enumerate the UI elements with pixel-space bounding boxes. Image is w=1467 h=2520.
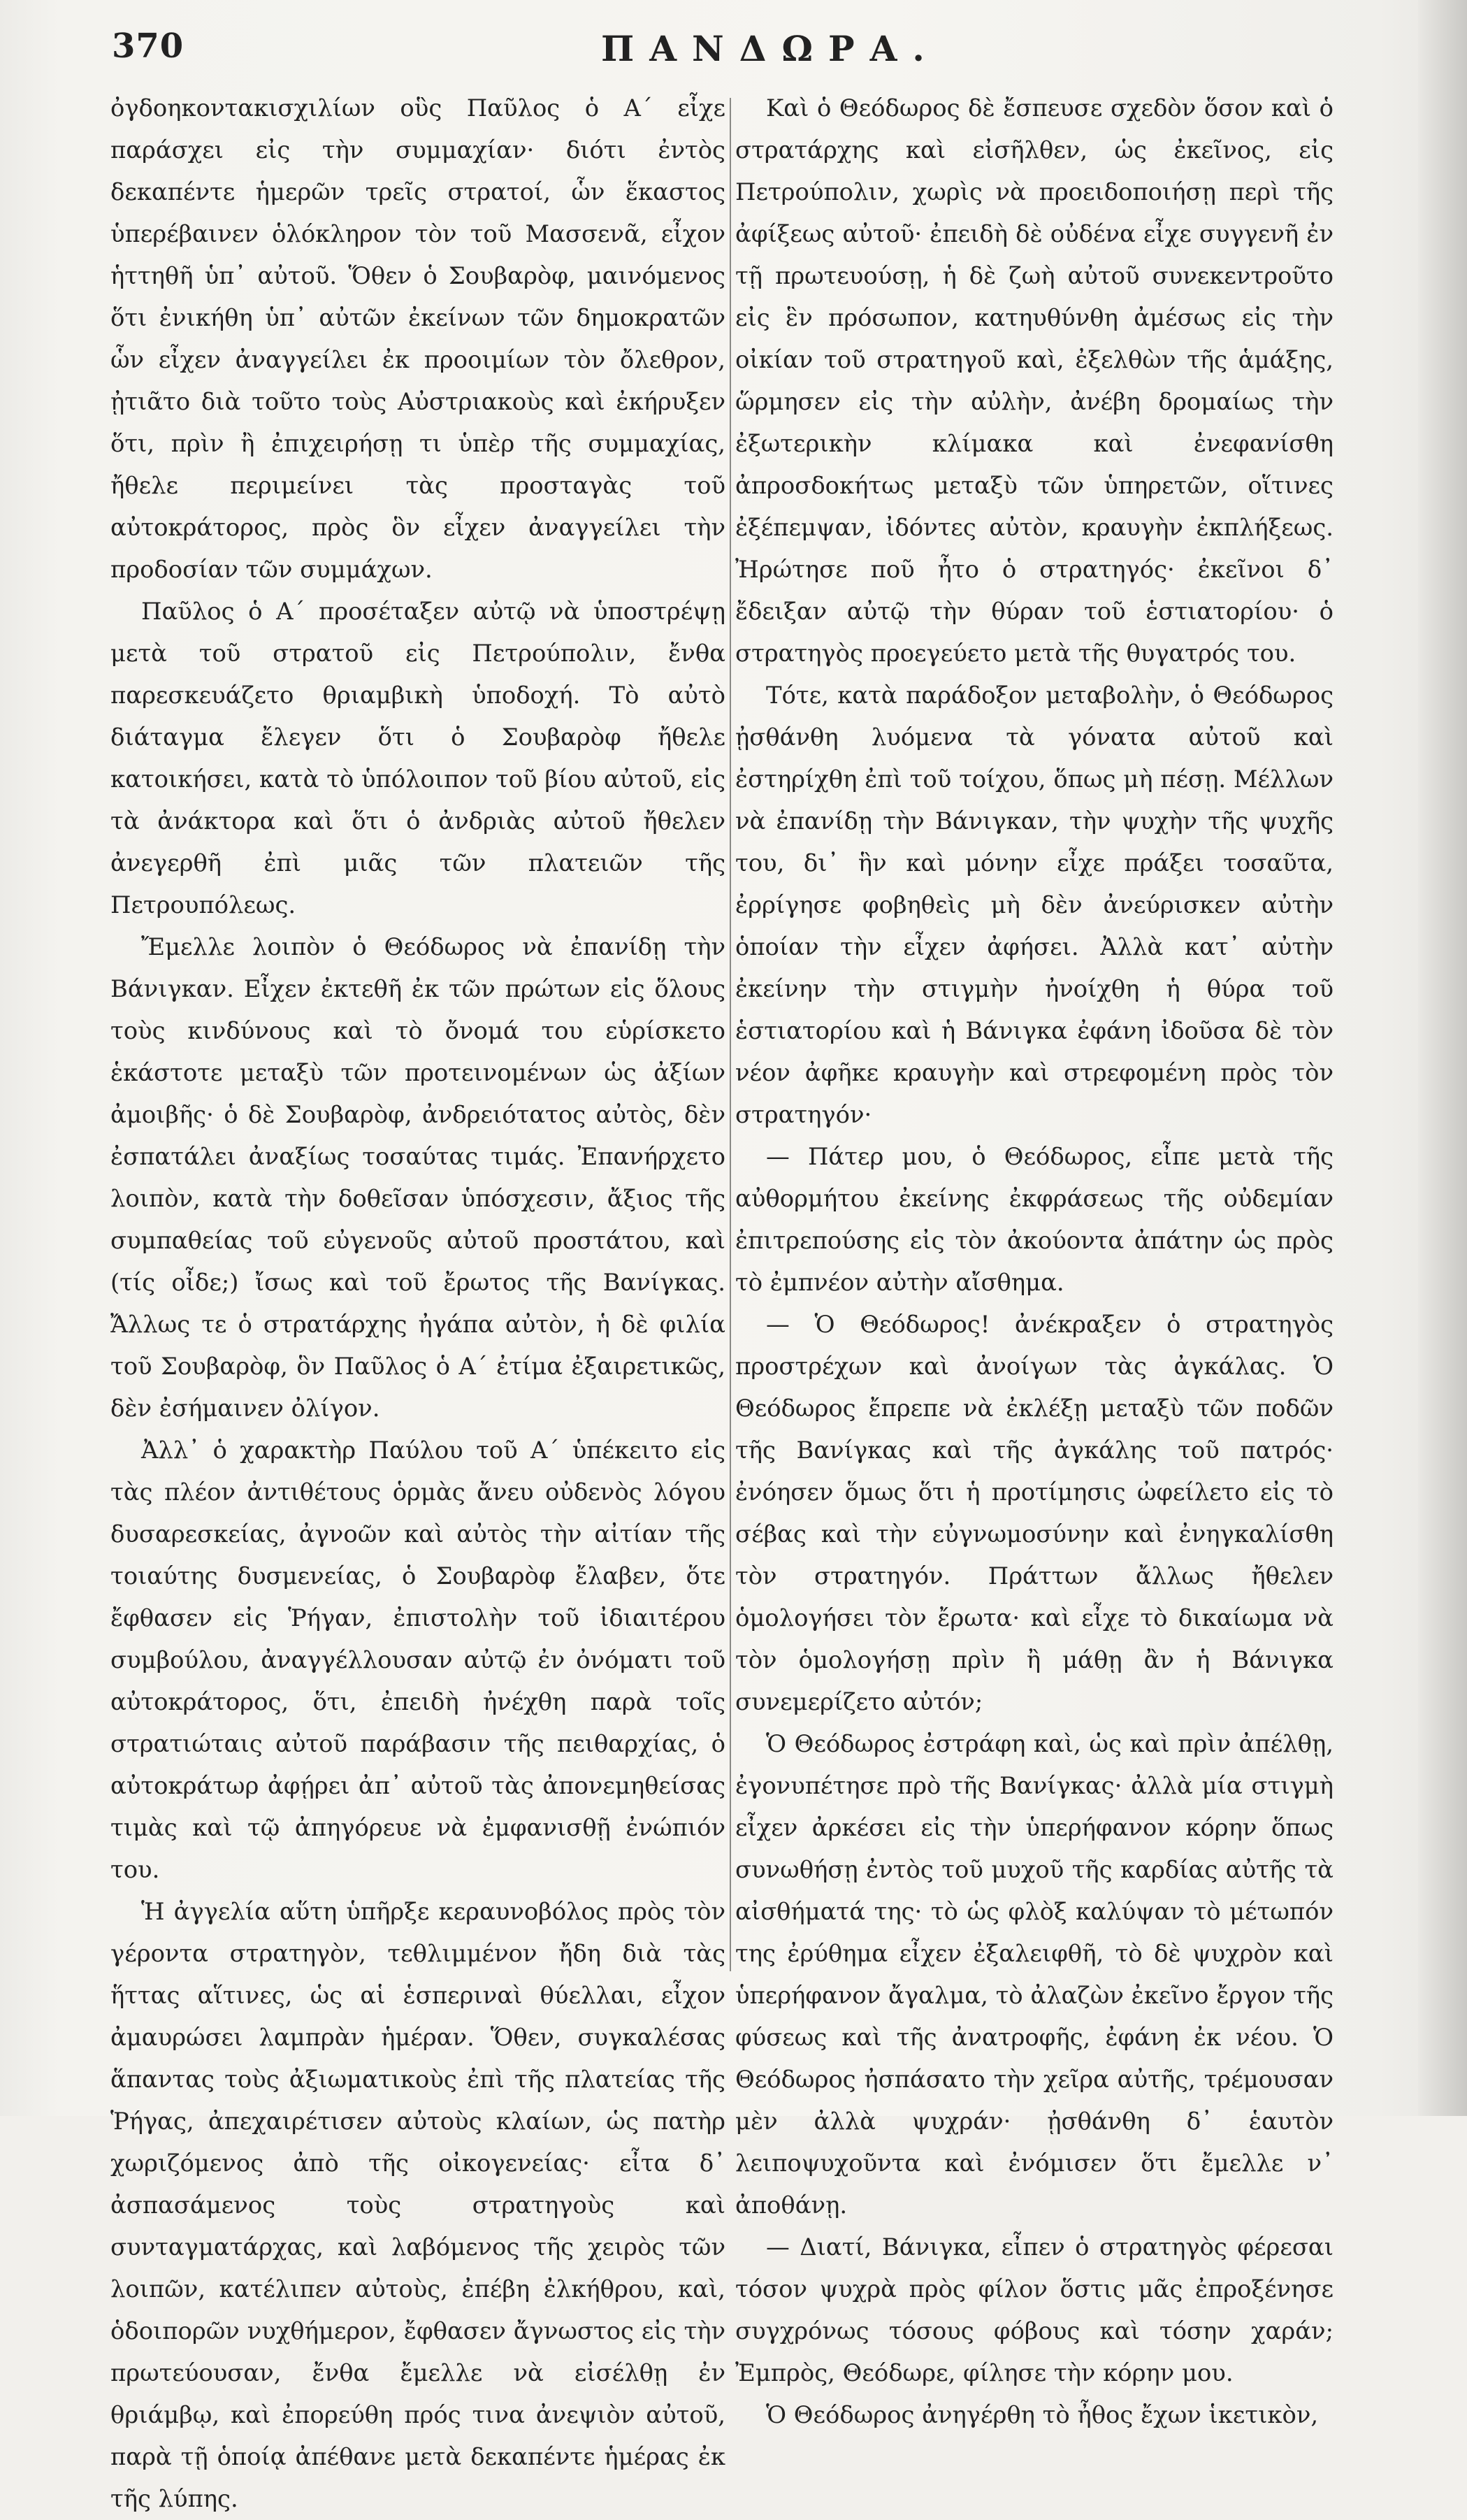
right-paragraph-6: — Διατί, Βάνιγκα, εἶπεν ὁ στρατηγὸς φέρεσαι τόσον ψυχρὰ πρὸς φίλον ὅστις μᾶς ἐπροξένησε συγχρόνως τόσους φόβους καὶ τόσην χαράν; Ἐμπρὸς, Θεόδωρε, φίλησε τὴν κόρην μου. [735, 2233, 1334, 2386]
left-paragraph-3: Ἔμελλε λοιπὸν ὁ Θεόδωρος νὰ ἐπανίδῃ τὴν Βάνιγκαν. Εἶχεν ἐκτεθῆ ἐκ τῶν πρώτων εἰς ὅλους τοὺς κινδύνους καὶ τὸ ὄνομά του εὑρίσκετο ἑκάστοτε μεταξὺ τῶν προτεινομένων ὡς ἀξίων ἀμοιβῆς· ὁ δὲ Σουβαρὸφ, ἀνδρειότατος αὐτὸς, δὲν ἐσπατάλει ἀναξίως τοσαύτας τιμάς. Ἐπανήρχετο λοιπὸν, κατὰ τὴν δοθεῖσαν ὑπόσχεσιν, ἄξιος τῆς συμπαθείας τοῦ εὐγενοῦς αὐτοῦ προστάτου, καὶ (τίς οἶδε;) ἴσως καὶ τοῦ ἔρωτος τῆς Βανίγκας. Ἄλλως τε ὁ στρατάρχης ἠγάπα αὐτὸν, ἡ δὲ φιλία τοῦ Σουβαρὸφ, ὃν Παῦλος ὁ Α´ ἐτίμα ἐξαιρετικῶς, δὲν ἐσήμαινεν ὀλίγον. [110, 933, 725, 1422]
right-paragraph-2: Τότε, κατὰ παράδοξον μεταβολὴν, ὁ Θεόδωρος ᾐσθάνθη λυόμενα τὰ γόνατα αὐτοῦ καὶ ἐστηρίχθη ἐπὶ τοῦ τοίχου, ὅπως μὴ πέσῃ. Μέλλων νὰ ἐπανίδῃ τὴν Βάνιγκαν, τὴν ψυχὴν τῆς ψυχῆς του, δι᾽ ἣν καὶ μόνην εἶχε πράξει τοσαῦτα, ἐρρίγησε φοβηθεὶς μὴ δὲν ἀνεύρισκεν αὐτὴν ὁποίαν τὴν εἶχεν ἀφήσει. Ἀλλὰ κατ᾽ αὐτὴν ἐκείνην τὴν στιγμὴν ἠνοίχθη ἡ θύρα τοῦ ἑστιατορίου καὶ ἡ Βάνιγκα ἐφάνη ἰδοῦσα δὲ τὸν νέον ἀφῆκε κραυγὴν καὶ στρεφομένη πρὸς τὸν στρατηγόν· [735, 682, 1334, 1128]
page-header [112, 27, 1328, 75]
left-paragraph-4: Ἀλλ᾽ ὁ χαρακτὴρ Παύλου τοῦ Α´ ὑπέκειτο εἰς τὰς πλέον ἀντιθέτους ὁρμὰς ἄνευ οὐδενὸς λόγου δυσαρεσκείας, ἀγνοῶν καὶ αὐτὸς τὴν αἰτίαν τῆς τοιαύτης δυσμενείας, ὁ Σουβαρὸφ ἔλαβεν, ὅτε ἔφθασεν εἰς Ῥήγαν, ἐπιστολὴν τοῦ ἰδιαιτέρου συμβούλου, ἀναγγέλλουσαν αὐτῷ ἐν ὀνόματι τοῦ αὐτοκράτορος, ὅτι, ἐπειδὴ ἠνέχθη παρὰ τοῖς στρατιώταις αὐτοῦ παράβασιν τῆς πειθαρχίας, ὁ αὐτοκράτωρ ἀφῄρει ἀπ᾽ αὐτοῦ τὰς ἀπονεμηθείσας τιμὰς καὶ τῷ ἀπηγόρευε νὰ ἐμφανισθῇ ἐνώπιόν του. [110, 1437, 725, 1883]
page-number: 370 [112, 27, 185, 66]
left-paragraph-1: ὀγδοηκοντακισχιλίων οὓς Παῦλος ὁ Α´ εἶχε παράσχει εἰς τὴν συμμαχίαν· διότι ἐντὸς δεκαπέντε ἡμερῶν τρεῖς στρατοί, ὧν ἕκαστος ὑπερέβαινεν ὁλόκληρον τὸν τοῦ Μασσενᾶ, εἶχον ἡττηθῆ ὑπ᾽ αὐτοῦ. Ὅθεν ὁ Σουβαρὸφ, μαινόμενος ὅτι ἐνικήθη ὑπ᾽ αὐτῶν ἐκείνων τῶν δημοκρατῶν ὧν εἶχεν ἀναγγείλει ἐκ προοιμίων τὸν ὄλεθρον, ᾐτιᾶτο διὰ τοῦτο τοὺς Αὐστριακοὺς καὶ ἐκήρυξεν ὅτι, πρὶν ἢ ἐπιχειρήσῃ τι ὑπὲρ τῆς συμμαχίας, ἤθελε περιμείνει τὰς προσταγὰς τοῦ αὐτοκράτορος, πρὸς ὃν εἶχεν ἀναγγείλει τὴν προδοσίαν τῶν συμμάχων. [110, 94, 725, 583]
right-column [735, 87, 1334, 2436]
column-divider [730, 98, 731, 1971]
right-paragraph-5: Ὁ Θεόδωρος ἐστράφη καὶ, ὡς καὶ πρὶν ἀπέλθῃ, ἐγονυπέτησε πρὸ τῆς Βανίγκας· ἀλλὰ μία στιγμὴ εἶχεν ἀρκέσει εἰς τὴν ὑπερήφανον κόρην ὅπως συνωθήσῃ ἐντὸς τοῦ μυχοῦ τῆς καρδίας αὐτῆς τὰ αἰσθήματά της· τὸ ὡς φλὸξ καλύψαν τὸ μέτωπόν της ἐρύθημα εἶχεν ἐξαλειφθῆ, τὸ δὲ ψυχρὸν καὶ ὑπερήφανον ἄγαλμα, τὸ ἀλαζὼν ἐκεῖνο ἔργον τῆς φύσεως καὶ τῆς ἀνατροφῆς, ἐφάνη ἐκ νέου. Ὁ Θεόδωρος ἠσπάσατο τὴν χεῖρα αὐτῆς, τρέμουσαν μὲν ἀλλὰ ψυχράν· ᾐσθάνθη δ᾽ ἑαυτὸν λειποψυχοῦντα καὶ ἐνόμισεν ὅτι ἔμελλε ν᾽ ἀποθάνῃ. [735, 1730, 1334, 2219]
right-paragraph-1: Καὶ ὁ Θεόδωρος δὲ ἔσπευσε σχεδὸν ὅσον καὶ ὁ στρατάρχης καὶ εἰσῆλθεν, ὡς ἐκεῖνος, εἰς Πετρούπολιν, χωρὶς νὰ προειδοποιήσῃ περὶ τῆς ἀφίξεως αὐτοῦ· ἐπειδὴ δὲ οὐδένα εἶχε συγγενῆ ἐν τῇ πρωτευούσῃ, ἡ δὲ ζωὴ αὐτοῦ συνεκεντροῦτο εἰς ἓν πρόσωπον, κατηυθύνθη ἀμέσως εἰς τὴν οἰκίαν τοῦ στρατηγοῦ καὶ, ἐξελθὼν τῆς ἁμάξης, ὥρμησεν εἰς τὴν αὐλὴν, ἀνέβη δρομαίως τὴν ἐξωτερικὴν κλίμακα καὶ ἐνεφανίσθη ἀπροσδοκήτως μεταξὺ τῶν ὑπηρετῶν, οἵτινες ἐξέπεμψαν, ἰδόντες αὐτὸν, κραυγὴν ἐκπλήξεως. Ἠρώτησε ποῦ ἦτο ὁ στρατηγός· ἐκεῖνοι δ᾽ ἔδειξαν αὐτῷ τὴν θύραν τοῦ ἑστιατορίου· ὁ στρατηγὸς προεγεύετο μετὰ τῆς θυγατρός του. [735, 94, 1334, 667]
left-paragraph-5: Ἡ ἀγγελία αὕτη ὑπῆρξε κεραυνοβόλος πρὸς τὸν γέροντα στρατηγὸν, τεθλιμμένον ἤδη διὰ τὰς ἥττας αἵτινες, ὡς αἱ ἑσπεριναὶ θύελλαι, εἶχον ἀμαυρώσει λαμπρὰν ἡμέραν. Ὅθεν, συγκαλέσας ἅπαντας τοὺς ἀξιωματικοὺς ἐπὶ τῆς πλατείας τῆς Ῥήγας, ἀπεχαιρέτισεν αὐτοὺς κλαίων, ὡς πατὴρ χωριζόμενος ἀπὸ τῆς οἰκογενείας· εἶτα δ᾽ ἀσπασάμενος τοὺς στρατηγοὺς καὶ συνταγματάρχας, καὶ λαβόμενος τῆς χειρὸς τῶν λοιπῶν, κατέλιπεν αὐτοὺς, ἐπέβη ἐλκήθρου, καὶ, ὁδοιπορῶν νυχθήμερον, ἔφθασεν ἄγνωστος εἰς τὴν πρωτεύουσαν, ἔνθα ἔμελλε νὰ εἰσέλθῃ ἐν θριάμβῳ, καὶ ἐπορεύθη πρός τινα ἀνεψιὸν αὐτοῦ, παρὰ τῇ ὁποίᾳ ἀπέθανε μετὰ δεκαπέντε ἡμέρας ἐκ τῆς λύπης. [110, 1898, 725, 2512]
running-head: ΠΑΝΔΩΡΑ. [601, 28, 940, 69]
right-paragraph-4: — Ὁ Θεόδωρος! ἀνέκραξεν ὁ στρατηγὸς προστρέχων καὶ ἀνοίγων τὰς ἀγκάλας. Ὁ Θεόδωρος ἔπρεπε νὰ ἐκλέξῃ μεταξὺ τῶν ποδῶν τῆς Βανίγκας καὶ τῆς ἀγκάλης τοῦ πατρός· ἐνόησεν ὅμως ὅτι ἡ προτίμησις ὠφείλετο εἰς τὸ σέβας καὶ τὴν εὐγνωμοσύνην καὶ ἐνηγκαλίσθη τὸν στρατηγόν. Πράττων ἄλλως ἤθελεν ὁμολογήσει τὸν ἔρωτα· καὶ εἶχε τὸ δικαίωμα νὰ τὸν ὁμολογήσῃ πρὶν ἢ μάθῃ ἂν ἡ Βάνιγκα συνεμερίζετο αὐτόν; [735, 1311, 1334, 1715]
page-edge-shadow [1418, 0, 1467, 2116]
right-paragraph-7: Ὁ Θεόδωρος ἀνηγέρθη τὸ ἦθος ἔχων ἱκετικὸν, [766, 2401, 1319, 2428]
right-paragraph-3: — Πάτερ μου, ὁ Θεόδωρος, εἶπε μετὰ τῆς αὐθορμήτου ἐκείνης ἐκφράσεως τῆς οὐδεμίαν ἐπιτρεπούσης εἰς τὸν ἀκούοντα ἀπάτην ὡς πρὸς τὸ ἐμπνέον αὐτὴν αἴσθημα. [735, 1143, 1334, 1296]
left-paragraph-2: Παῦλος ὁ Α´ προσέταξεν αὐτῷ νὰ ὑποστρέψῃ μετὰ τοῦ στρατοῦ εἰς Πετρούπολιν, ἔνθα παρεσκευάζετο θριαμβικὴ ὑποδοχή. Τὸ αὐτὸ διάταγμα ἔλεγεν ὅτι ὁ Σουβαρὸφ ἤθελε κατοικήσει, κατὰ τὸ ὑπόλοιπον τοῦ βίου αὐτοῦ, εἰς τὰ ἀνάκτορα καὶ ὅτι ὁ ἀνδριὰς αὐτοῦ ἤθελεν ἀνεγερθῆ ἐπὶ μιᾶς τῶν πλατειῶν τῆς Πετρουπόλεως. [110, 598, 725, 919]
left-column [110, 87, 725, 2520]
